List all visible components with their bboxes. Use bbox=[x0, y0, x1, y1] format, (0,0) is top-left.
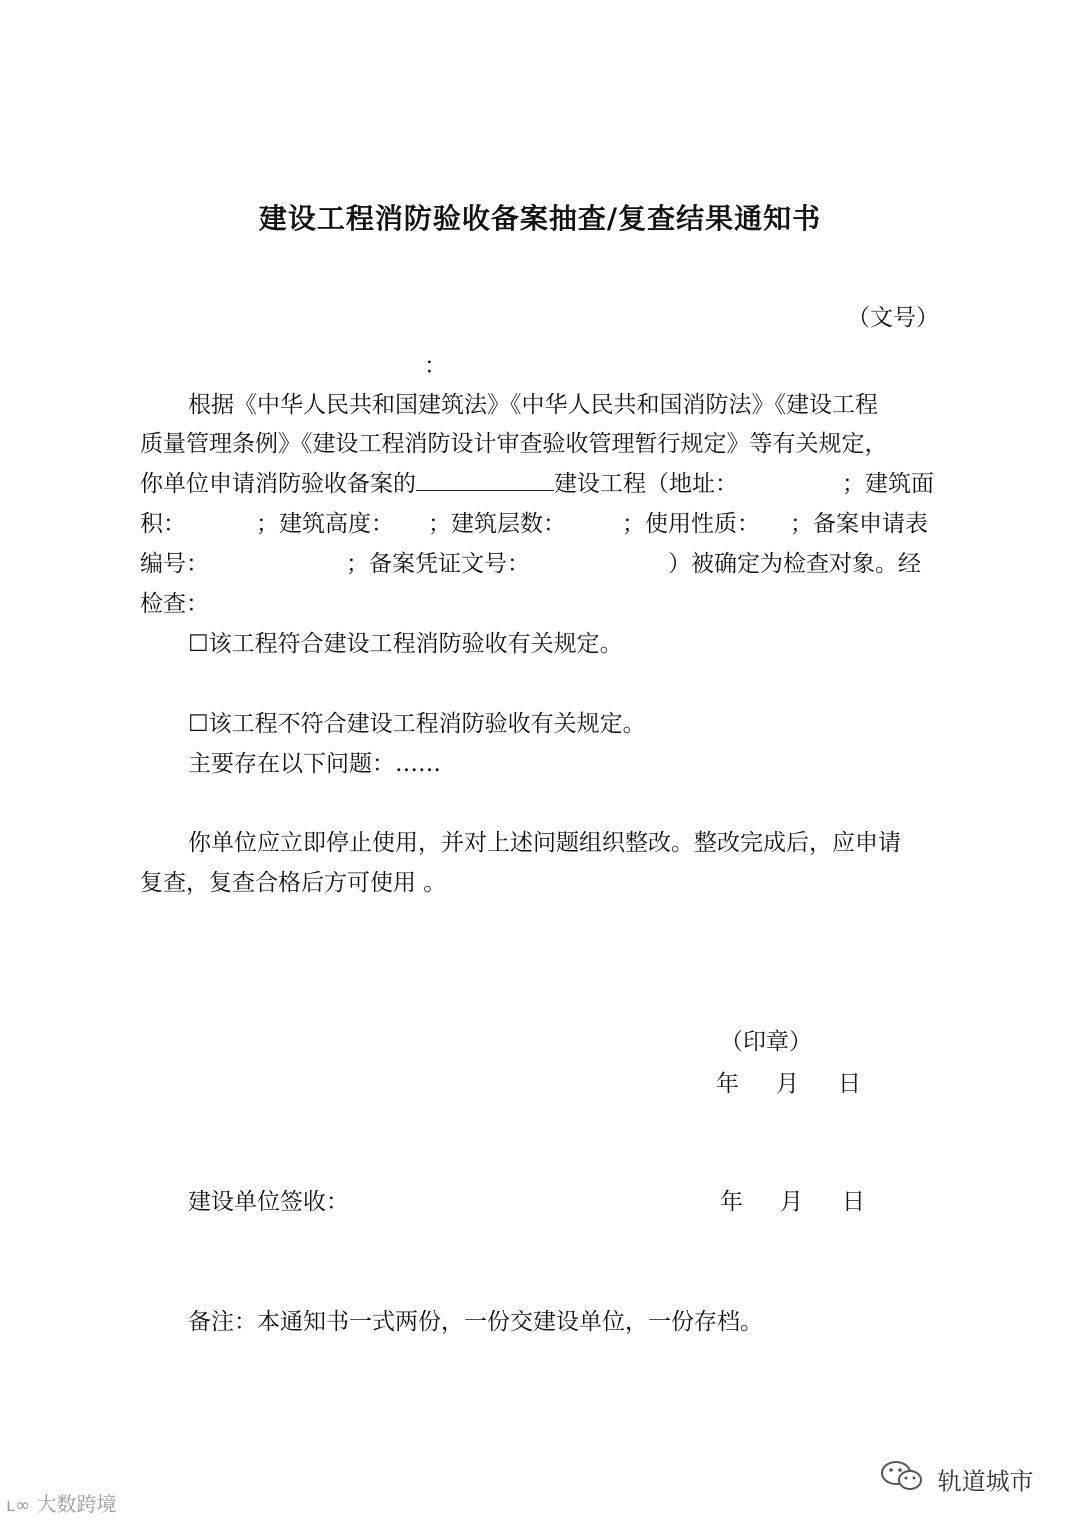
date-year-2: 年 bbox=[720, 1189, 743, 1215]
para1-line3-b: 建设工程（地址： bbox=[554, 471, 738, 497]
para1-line3 bbox=[140, 464, 738, 504]
date-year-1: 年 bbox=[716, 1071, 739, 1097]
para2-line2: 复查，复查合格后方可使用 。 bbox=[140, 870, 447, 896]
para1-line1: 根据《中华人民共和国建筑法》《中华人民共和国消防法》《建设工程 bbox=[188, 392, 878, 418]
document-number: （文号） bbox=[847, 305, 939, 331]
para1-line4-b: ；建筑高度： bbox=[256, 511, 394, 537]
para1-line4-c: ；建筑层数： bbox=[428, 511, 566, 537]
para1-line4-d: ；使用性质： bbox=[622, 511, 760, 537]
para1-line3-c: ；建筑面 bbox=[842, 471, 934, 497]
addressee-colon: ： bbox=[424, 353, 447, 379]
para1-line5-c: ）被确定为检查对象。经 bbox=[668, 551, 921, 577]
para1-line5-a: 编号： bbox=[140, 551, 209, 577]
option-fail: ☐该工程不符合建设工程消防验收有关规定。 bbox=[188, 711, 646, 737]
date-month-2: 月 bbox=[780, 1189, 803, 1215]
wechat-icon bbox=[880, 1460, 924, 1498]
document-title: 建设工程消防验收备案抽查/复查结果通知书 bbox=[258, 202, 822, 235]
date-day-1: 日 bbox=[838, 1071, 861, 1097]
para1-line5-b: ；备案凭证文号： bbox=[346, 551, 530, 577]
issues-line: 主要存在以下问题：…… bbox=[188, 751, 441, 777]
para1-line4-e: ；备案申请表 bbox=[790, 511, 928, 537]
para2-line1: 你单位应立即停止使用，并对上述问题组织整改。整改完成后，应申请 bbox=[188, 830, 901, 856]
option-pass: ☐该工程符合建设工程消防验收有关规定。 bbox=[188, 631, 623, 657]
para1-line2: 质量管理条例》《建设工程消防设计审查验收管理暂行规定》等有关规定， bbox=[140, 431, 888, 457]
watermark-logo-icon: ʟ∞ bbox=[6, 1495, 31, 1516]
date-day-2: 日 bbox=[842, 1189, 865, 1215]
watermark-left bbox=[6, 1488, 116, 1517]
project-name-blank bbox=[416, 464, 554, 491]
remark-note: 备注：本通知书一式两份，一份交建设单位，一份存档。 bbox=[188, 1309, 763, 1335]
para1-line3-a: 你单位申请消防验收备案的 bbox=[140, 471, 416, 497]
receipt-label: 建设单位签收： bbox=[188, 1189, 349, 1215]
watermark-right-text: 轨道城市 bbox=[937, 1467, 1034, 1496]
date-month-1: 月 bbox=[776, 1071, 799, 1097]
seal-label: （印章） bbox=[720, 1029, 812, 1055]
para1-line6: 检查： bbox=[140, 591, 209, 617]
watermark-left-text: 大数跨境 bbox=[36, 1492, 117, 1516]
para1-line4-a: 积： bbox=[140, 511, 186, 537]
watermark-right bbox=[880, 1460, 1034, 1498]
